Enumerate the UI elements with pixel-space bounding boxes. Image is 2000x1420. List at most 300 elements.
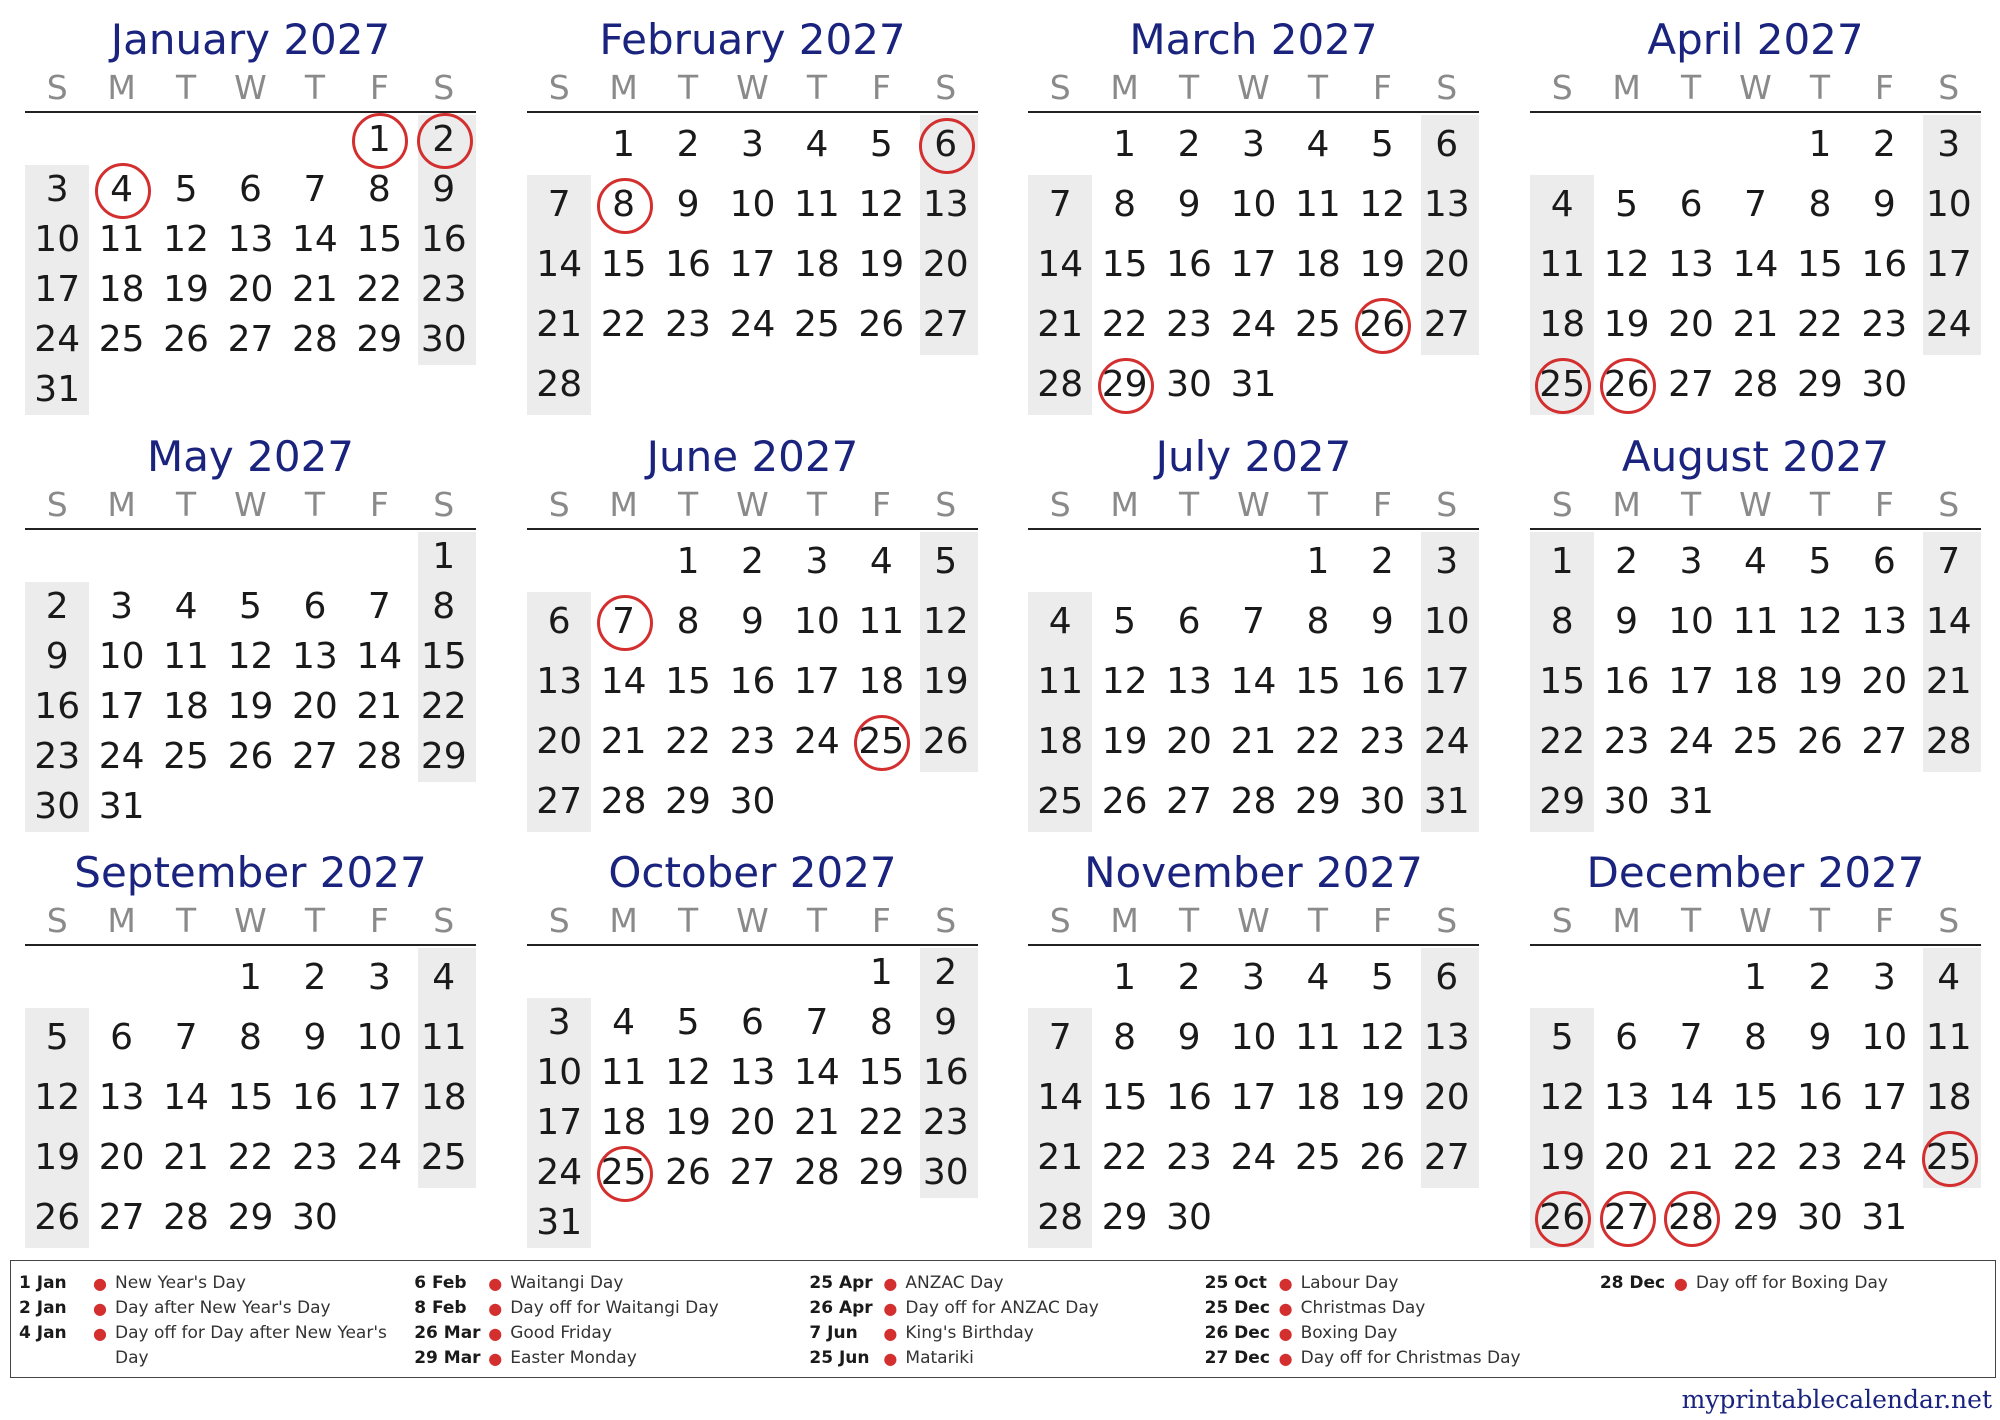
day-number: 6 bbox=[1872, 541, 1896, 582]
day-cell bbox=[412, 1008, 476, 1068]
holiday-day bbox=[591, 175, 655, 235]
empty-cell bbox=[154, 782, 218, 832]
day-cell bbox=[283, 732, 347, 782]
day-cell bbox=[1286, 592, 1350, 652]
day-number: 20 bbox=[227, 269, 274, 310]
legend-date: 25 Jun bbox=[809, 1348, 870, 1368]
day-cell bbox=[25, 165, 89, 215]
day-number: 25 bbox=[1925, 1137, 1972, 1178]
empty-cell bbox=[283, 532, 347, 582]
day-cell bbox=[1028, 712, 1092, 772]
day-cell bbox=[1594, 652, 1658, 712]
day-number: 13 bbox=[1166, 661, 1212, 702]
holiday-day bbox=[1350, 295, 1414, 355]
day-cell bbox=[1852, 532, 1916, 592]
day-number: 20 bbox=[1423, 244, 1470, 285]
day-cell bbox=[720, 592, 784, 652]
month-1 bbox=[527, 15, 978, 415]
day-cell bbox=[1028, 1188, 1092, 1248]
day-cell bbox=[656, 295, 720, 355]
day-cell bbox=[1659, 295, 1723, 355]
legend-item bbox=[1600, 1271, 1995, 1296]
day-number: 1 bbox=[239, 957, 262, 998]
week-row bbox=[1028, 295, 1479, 355]
weekday-header: S bbox=[1938, 485, 1960, 524]
day-cell bbox=[1221, 592, 1285, 652]
day-cell bbox=[656, 1098, 720, 1148]
day-number: 14 bbox=[1925, 601, 1972, 642]
day-cell bbox=[1917, 592, 1981, 652]
day-cell bbox=[1415, 115, 1479, 175]
day-number: 24 bbox=[1925, 304, 1972, 345]
day-cell bbox=[1723, 652, 1787, 712]
day-cell bbox=[283, 265, 347, 315]
day-cell bbox=[1092, 1188, 1156, 1248]
week-row bbox=[25, 1068, 476, 1128]
legend-date: 6 Feb bbox=[414, 1273, 467, 1293]
month-6 bbox=[1028, 432, 1479, 832]
day-cell bbox=[656, 712, 720, 772]
day-number: 29 bbox=[858, 1152, 905, 1193]
weekday-header: T bbox=[1680, 901, 1702, 940]
day-cell bbox=[1157, 175, 1221, 235]
day-number: 28 bbox=[1037, 1197, 1084, 1238]
day-number: 25 bbox=[858, 721, 905, 762]
empty-cell bbox=[527, 115, 591, 175]
empty-cell bbox=[785, 948, 849, 998]
weekday-header: T bbox=[677, 485, 699, 524]
weekday-header: M bbox=[107, 485, 136, 524]
day-cell bbox=[1221, 772, 1285, 832]
day-number: 24 bbox=[1423, 721, 1470, 762]
day-number: 6 bbox=[1435, 957, 1459, 998]
weekday-header: S bbox=[433, 485, 455, 524]
day-number: 18 bbox=[98, 269, 145, 310]
week-row bbox=[25, 632, 476, 682]
week-row bbox=[527, 1048, 978, 1098]
day-cell bbox=[1917, 948, 1981, 1008]
day-cell bbox=[1659, 1008, 1723, 1068]
day-cell bbox=[1350, 115, 1414, 175]
week-row bbox=[527, 772, 978, 832]
day-cell bbox=[218, 265, 282, 315]
day-cell bbox=[1350, 652, 1414, 712]
day-number: 4 bbox=[1550, 184, 1574, 225]
day-number: 30 bbox=[729, 781, 776, 822]
day-number: 28 bbox=[1668, 1197, 1714, 1238]
week-row bbox=[527, 1198, 978, 1248]
week-row bbox=[1028, 592, 1479, 652]
holiday-dot-icon: ● bbox=[93, 1324, 107, 1343]
week-row bbox=[25, 315, 476, 365]
day-cell bbox=[785, 295, 849, 355]
day-number: 9 bbox=[303, 1017, 327, 1058]
day-cell bbox=[1659, 772, 1723, 832]
day-number: 21 bbox=[1732, 304, 1779, 345]
day-cell bbox=[218, 1008, 282, 1068]
day-number: 12 bbox=[34, 1077, 81, 1118]
weekday-header: S bbox=[548, 485, 570, 524]
day-number: 17 bbox=[729, 244, 776, 285]
day-cell bbox=[1723, 712, 1787, 772]
day-cell bbox=[785, 115, 849, 175]
legend-holiday-name: Christmas Day bbox=[1300, 1298, 1426, 1318]
day-cell bbox=[1415, 652, 1479, 712]
day-number: 26 bbox=[1101, 781, 1148, 822]
empty-cell bbox=[1788, 772, 1852, 832]
day-number: 18 bbox=[793, 244, 840, 285]
week-row bbox=[527, 295, 978, 355]
day-cell bbox=[1788, 1188, 1852, 1248]
day-number: 28 bbox=[536, 364, 583, 405]
month-title: January 2027 bbox=[110, 15, 391, 64]
month-9 bbox=[527, 848, 978, 1248]
week-row bbox=[1028, 652, 1479, 712]
day-number: 21 bbox=[291, 269, 338, 310]
week-row bbox=[1028, 772, 1479, 832]
day-number: 11 bbox=[163, 636, 209, 677]
empty-cell bbox=[89, 115, 153, 165]
day-cell bbox=[720, 295, 784, 355]
day-cell bbox=[1852, 1188, 1916, 1248]
day-cell bbox=[1221, 948, 1285, 1008]
day-number: 22 bbox=[1732, 1137, 1779, 1178]
day-cell bbox=[1221, 1128, 1285, 1188]
day-number: 7 bbox=[303, 169, 327, 210]
day-number: 26 bbox=[1359, 304, 1406, 345]
day-number: 5 bbox=[676, 1002, 700, 1043]
day-number: 7 bbox=[174, 1017, 198, 1058]
day-cell bbox=[1028, 235, 1092, 295]
day-number: 10 bbox=[1230, 1017, 1277, 1058]
day-cell bbox=[89, 682, 153, 732]
day-number: 16 bbox=[34, 686, 81, 727]
empty-cell bbox=[849, 355, 913, 415]
day-cell bbox=[1415, 1128, 1479, 1188]
weekday-header: T bbox=[1809, 68, 1830, 107]
week-row bbox=[25, 115, 476, 165]
day-grid bbox=[1028, 115, 1479, 415]
day-number: 4 bbox=[612, 1002, 636, 1043]
day-number: 28 bbox=[163, 1197, 209, 1238]
week-row bbox=[1028, 1068, 1479, 1128]
day-number: 25 bbox=[1294, 304, 1341, 345]
day-cell bbox=[347, 165, 411, 215]
day-number: 17 bbox=[1668, 661, 1714, 702]
weekday-header: F bbox=[871, 901, 891, 940]
day-number: 14 bbox=[1732, 244, 1779, 285]
empty-cell bbox=[1917, 772, 1981, 832]
day-number: 25 bbox=[793, 304, 840, 345]
month-3 bbox=[1530, 15, 1981, 415]
weekday-header: W bbox=[736, 901, 769, 940]
day-cell bbox=[1788, 712, 1852, 772]
day-number: 21 bbox=[1037, 304, 1084, 345]
week-row bbox=[1530, 1008, 1981, 1068]
empty-cell bbox=[1092, 532, 1156, 592]
legend-date: 29 Mar bbox=[414, 1348, 481, 1368]
day-cell bbox=[1852, 1068, 1916, 1128]
day-cell bbox=[1350, 1008, 1414, 1068]
day-cell bbox=[1028, 175, 1092, 235]
day-cell bbox=[1221, 235, 1285, 295]
day-cell bbox=[1723, 532, 1787, 592]
holiday-dot-icon: ● bbox=[1278, 1324, 1293, 1343]
day-number: 5 bbox=[1615, 184, 1639, 225]
week-row bbox=[1530, 115, 1981, 175]
day-cell bbox=[1594, 772, 1658, 832]
empty-cell bbox=[218, 532, 282, 582]
day-number: 10 bbox=[1230, 184, 1277, 225]
day-number: 17 bbox=[1861, 1077, 1908, 1118]
day-cell bbox=[89, 582, 153, 632]
day-cell bbox=[218, 165, 282, 215]
weekday-header: T bbox=[806, 901, 827, 940]
day-cell bbox=[1221, 712, 1285, 772]
empty-cell bbox=[154, 532, 218, 582]
day-number: 10 bbox=[793, 601, 840, 642]
day-grid bbox=[25, 948, 476, 1248]
week-row bbox=[527, 532, 978, 592]
day-cell bbox=[1157, 652, 1221, 712]
day-number: 22 bbox=[227, 1137, 274, 1178]
empty-cell bbox=[1594, 115, 1658, 175]
day-cell bbox=[1852, 712, 1916, 772]
day-cell bbox=[89, 1008, 153, 1068]
day-cell bbox=[1659, 712, 1723, 772]
legend-item bbox=[19, 1296, 414, 1321]
day-cell bbox=[1221, 355, 1285, 415]
weekday-header: M bbox=[1612, 485, 1641, 524]
day-cell bbox=[154, 1128, 218, 1188]
day-cell bbox=[527, 235, 591, 295]
day-cell bbox=[1028, 295, 1092, 355]
day-cell bbox=[1594, 295, 1658, 355]
holiday-day bbox=[1659, 1188, 1723, 1248]
day-cell bbox=[1350, 532, 1414, 592]
day-number: 29 bbox=[1294, 781, 1341, 822]
day-cell bbox=[412, 1068, 476, 1128]
day-number: 14 bbox=[1037, 244, 1084, 285]
weekday-header: S bbox=[548, 68, 570, 107]
day-cell bbox=[1415, 1068, 1479, 1128]
weekday-header: F bbox=[369, 68, 389, 107]
day-number: 3 bbox=[110, 586, 134, 627]
empty-cell bbox=[412, 782, 476, 832]
day-number: 16 bbox=[1603, 661, 1650, 702]
day-number: 9 bbox=[1177, 184, 1201, 225]
day-number: 19 bbox=[1359, 1077, 1406, 1118]
day-cell bbox=[1530, 1008, 1594, 1068]
day-number: 20 bbox=[1668, 304, 1714, 345]
empty-cell bbox=[1659, 115, 1723, 175]
day-grid bbox=[1530, 948, 1981, 1248]
day-cell bbox=[1530, 1128, 1594, 1188]
weekday-header: W bbox=[1739, 485, 1772, 524]
day-cell bbox=[1659, 1068, 1723, 1128]
weekday-header: W bbox=[1237, 901, 1270, 940]
day-number: 18 bbox=[1294, 244, 1341, 285]
weekday-header: T bbox=[1178, 901, 1200, 940]
day-number: 16 bbox=[291, 1077, 338, 1118]
day-cell bbox=[283, 632, 347, 682]
day-grid bbox=[25, 115, 476, 415]
day-number: 11 bbox=[1539, 244, 1586, 285]
day-number: 17 bbox=[1423, 661, 1470, 702]
day-cell bbox=[1092, 295, 1156, 355]
day-cell bbox=[347, 632, 411, 682]
day-cell bbox=[527, 712, 591, 772]
empty-cell bbox=[914, 1198, 978, 1248]
empty-cell bbox=[89, 532, 153, 582]
day-number: 1 bbox=[676, 541, 700, 582]
month-title: October 2027 bbox=[608, 848, 897, 897]
day-number: 4 bbox=[1937, 957, 1961, 998]
day-number: 10 bbox=[34, 219, 81, 260]
week-row bbox=[527, 115, 978, 175]
day-number: 10 bbox=[356, 1017, 403, 1058]
day-cell bbox=[1530, 1068, 1594, 1128]
week-row bbox=[1530, 355, 1981, 415]
day-number: 21 bbox=[356, 686, 403, 727]
day-cell bbox=[412, 732, 476, 782]
day-number: 12 bbox=[858, 184, 905, 225]
day-cell bbox=[1659, 355, 1723, 415]
day-cell bbox=[914, 998, 978, 1048]
day-cell bbox=[347, 732, 411, 782]
day-number: 27 bbox=[536, 781, 583, 822]
day-cell bbox=[1092, 772, 1156, 832]
week-row bbox=[527, 175, 978, 235]
day-number: 26 bbox=[163, 319, 209, 360]
holiday-dot-icon: ● bbox=[488, 1299, 503, 1318]
week-row bbox=[527, 652, 978, 712]
day-number: 13 bbox=[98, 1077, 145, 1118]
legend-item bbox=[1205, 1296, 1600, 1321]
day-cell bbox=[720, 1148, 784, 1198]
day-number: 28 bbox=[1230, 781, 1277, 822]
day-cell bbox=[25, 782, 89, 832]
day-number: 21 bbox=[1037, 1137, 1084, 1178]
week-row bbox=[25, 265, 476, 315]
day-number: 27 bbox=[922, 304, 969, 345]
empty-cell bbox=[1415, 1188, 1479, 1248]
day-number: 7 bbox=[805, 1002, 829, 1043]
day-cell bbox=[347, 1068, 411, 1128]
day-cell bbox=[785, 592, 849, 652]
day-number: 25 bbox=[1294, 1137, 1341, 1178]
week-row bbox=[1028, 1188, 1479, 1248]
day-number: 12 bbox=[665, 1052, 711, 1093]
day-number: 15 bbox=[1732, 1077, 1779, 1118]
day-cell bbox=[283, 682, 347, 732]
day-cell bbox=[1594, 1008, 1658, 1068]
day-number: 2 bbox=[1177, 124, 1201, 165]
day-cell bbox=[914, 948, 978, 998]
day-number: 5 bbox=[1808, 541, 1832, 582]
legend-item bbox=[809, 1271, 1204, 1296]
day-cell bbox=[527, 592, 591, 652]
day-cell bbox=[914, 712, 978, 772]
holiday-day bbox=[89, 165, 153, 215]
day-cell bbox=[1286, 532, 1350, 592]
empty-cell bbox=[1028, 948, 1092, 1008]
week-row bbox=[1028, 948, 1479, 1008]
day-cell bbox=[785, 235, 849, 295]
day-number: 4 bbox=[432, 957, 456, 998]
day-cell bbox=[1788, 355, 1852, 415]
day-cell bbox=[283, 1128, 347, 1188]
day-number: 15 bbox=[1101, 244, 1148, 285]
day-cell bbox=[1852, 592, 1916, 652]
empty-cell bbox=[1530, 948, 1594, 1008]
week-row bbox=[25, 948, 476, 1008]
empty-cell bbox=[1852, 772, 1916, 832]
day-number: 20 bbox=[98, 1137, 145, 1178]
week-row bbox=[1530, 1128, 1981, 1188]
day-number: 1 bbox=[612, 124, 636, 165]
day-number: 12 bbox=[922, 601, 969, 642]
day-cell bbox=[1157, 592, 1221, 652]
weekday-header: S bbox=[1436, 68, 1458, 107]
day-number: 27 bbox=[1861, 721, 1908, 762]
month-title: June 2027 bbox=[646, 432, 859, 481]
day-cell bbox=[591, 998, 655, 1048]
day-number: 5 bbox=[869, 124, 893, 165]
day-cell bbox=[1530, 235, 1594, 295]
week-row bbox=[1028, 712, 1479, 772]
day-cell bbox=[849, 1148, 913, 1198]
day-number: 7 bbox=[1679, 1017, 1703, 1058]
day-number: 2 bbox=[1370, 541, 1394, 582]
day-cell bbox=[1530, 652, 1594, 712]
day-cell bbox=[1852, 175, 1916, 235]
day-number: 23 bbox=[291, 1137, 338, 1178]
day-number: 23 bbox=[34, 736, 81, 777]
day-number: 18 bbox=[163, 686, 209, 727]
legend-column bbox=[809, 1271, 1204, 1377]
weekday-header: S bbox=[1436, 485, 1458, 524]
day-cell bbox=[656, 592, 720, 652]
day-cell bbox=[785, 532, 849, 592]
legend-date: 2 Jan bbox=[19, 1298, 67, 1318]
day-cell bbox=[1723, 235, 1787, 295]
week-row bbox=[1530, 772, 1981, 832]
holiday-day bbox=[1594, 355, 1658, 415]
day-number: 12 bbox=[163, 219, 209, 260]
day-cell bbox=[1350, 175, 1414, 235]
day-cell bbox=[720, 998, 784, 1048]
day-cell bbox=[720, 115, 784, 175]
day-number: 15 bbox=[1539, 661, 1586, 702]
day-cell bbox=[1028, 1008, 1092, 1068]
day-cell bbox=[1221, 175, 1285, 235]
day-cell bbox=[1852, 295, 1916, 355]
empty-cell bbox=[591, 355, 655, 415]
weekday-header-row bbox=[1530, 898, 1981, 946]
day-number: 1 bbox=[1113, 957, 1137, 998]
day-number: 16 bbox=[420, 219, 467, 260]
day-cell bbox=[1157, 355, 1221, 415]
legend-item bbox=[1205, 1321, 1600, 1346]
day-cell bbox=[720, 235, 784, 295]
day-cell bbox=[1350, 1128, 1414, 1188]
day-number: 2 bbox=[741, 541, 764, 582]
weekday-header: W bbox=[1739, 901, 1772, 940]
legend-date: 7 Jun bbox=[809, 1323, 858, 1343]
day-cell bbox=[154, 1008, 218, 1068]
week-row bbox=[527, 592, 978, 652]
